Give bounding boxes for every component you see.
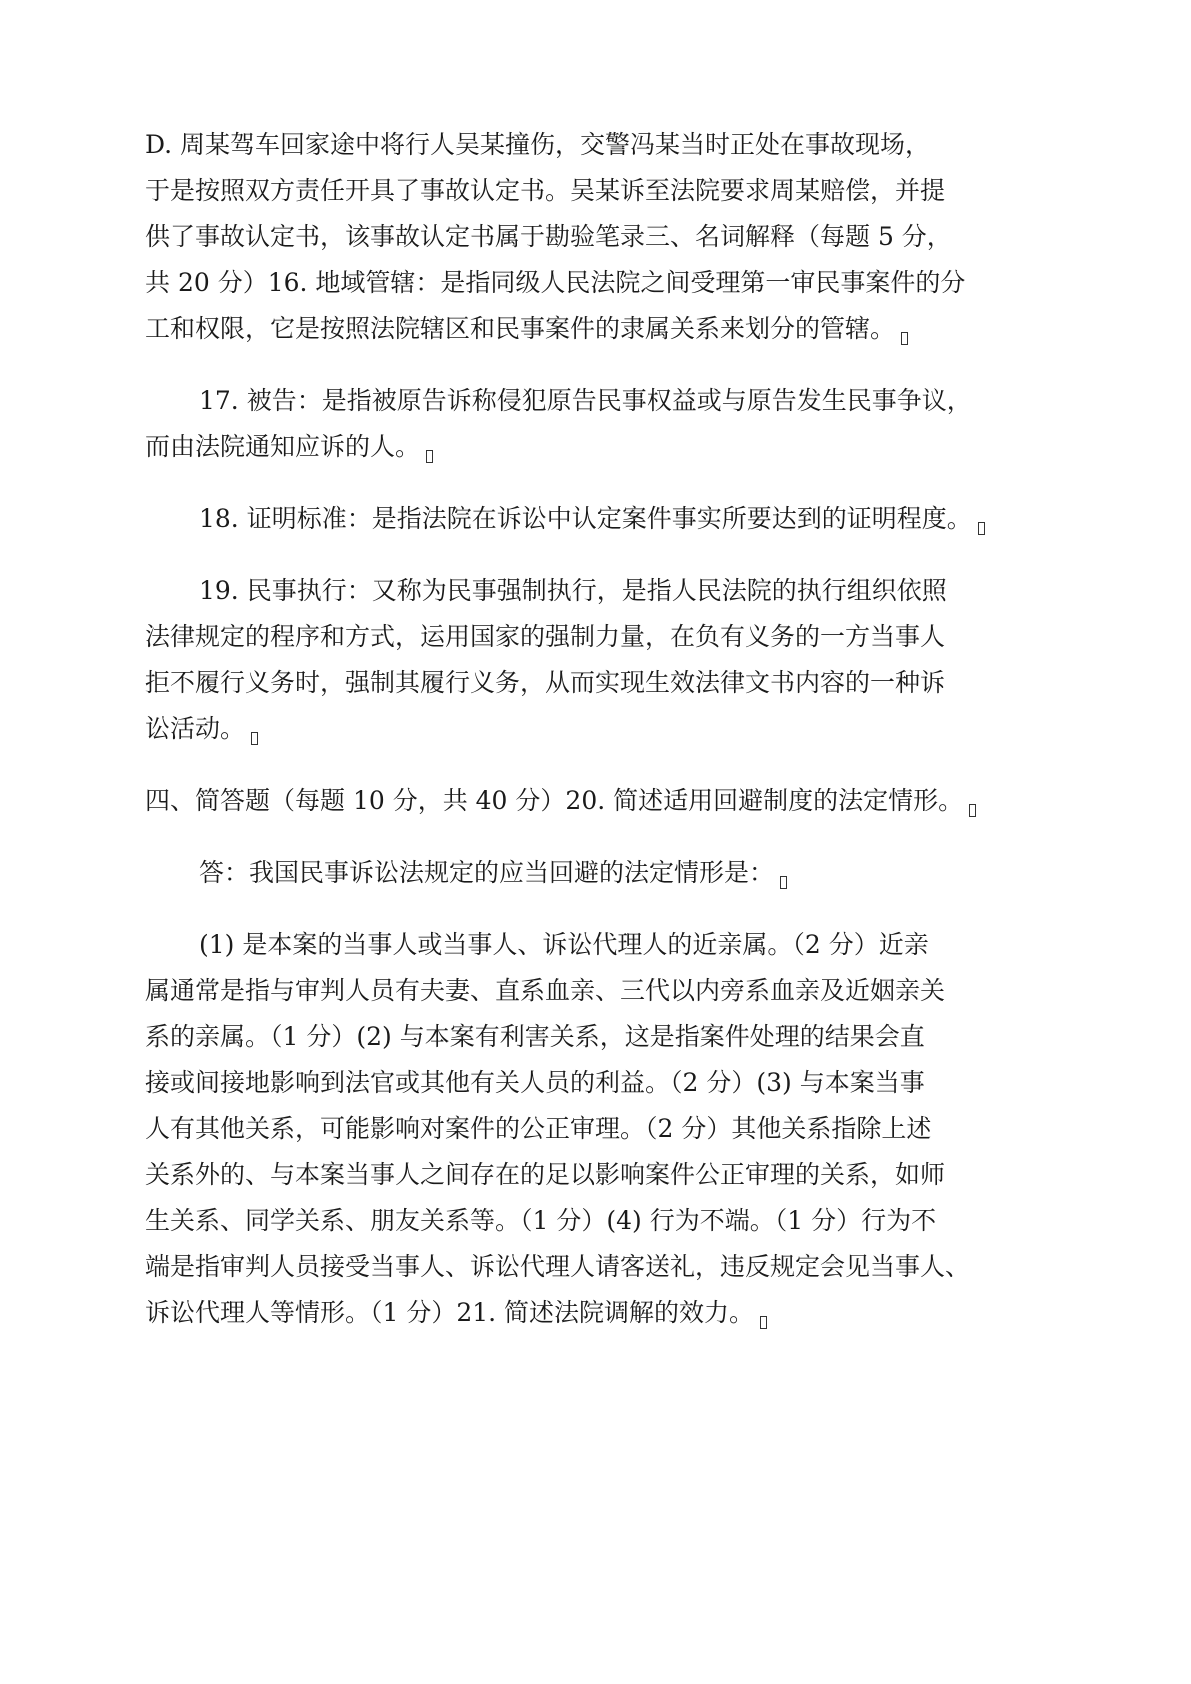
paragraph-answer-details <box>145 922 1065 1336</box>
text-line: 法律规定的程序和方式，运用国家的强制力量，在负有义务的一方当事人 <box>145 622 946 651</box>
text-line: 而由法院通知应诉的人。 <box>145 432 421 461</box>
paragraph-mark-icon <box>780 876 787 889</box>
text-line: 拒不履行义务时，强制其履行义务，从而实现生效法律文书内容的一种诉 <box>145 668 946 697</box>
text-line: 人有其他关系，可能影响对案件的公正审理。（2 分）其他关系指除上述 <box>145 1114 932 1143</box>
text-line: 接或间接地影响到法官或其他有关人员的利益。（2 分）(3) 与本案当事 <box>145 1068 925 1097</box>
paragraph-term-18 <box>145 496 1065 542</box>
document-body <box>145 122 1065 1362</box>
paragraph-case-d-and-term-16 <box>145 122 1065 352</box>
text-line: (1) 是本案的当事人或当事人、诉讼代理人的近亲属。（2 分）近亲 <box>199 930 929 959</box>
text-line-with-mark <box>145 1290 1065 1336</box>
text-line: 关系外的、与本案当事人之间存在的足以影响案件公正审理的关系，如师 <box>145 1160 946 1189</box>
text-line: D. 周某驾车回家途中将行人吴某撞伤，交警冯某当时正处在事故现场， <box>145 130 931 159</box>
paragraph-mark-icon <box>426 450 433 463</box>
paragraph-term-17 <box>145 378 1065 470</box>
text-line: 共 20 分）16. 地域管辖：是指同级人民法院之间受理第一审民事案件的分 <box>145 268 966 297</box>
text-line: 答：我国民事诉讼法规定的应当回避的法定情形是： <box>199 858 775 887</box>
text-line: 18. 证明标准：是指法院在诉讼中认定案件事实所要达到的证明程度。 <box>199 504 972 533</box>
text-line: 系的亲属。（1 分）(2) 与本案有利害关系，这是指案件处理的结果会直 <box>145 1022 925 1051</box>
paragraph-mark-icon <box>901 332 908 345</box>
paragraph-mark-icon <box>251 732 258 745</box>
paragraph-mark-icon <box>760 1316 767 1329</box>
text-line: 端是指审判人员接受当事人、诉讼代理人请客送礼，违反规定会见当事人、 <box>145 1252 971 1281</box>
paragraph-section-four-q20 <box>145 778 1065 824</box>
text-line: 属通常是指与审判人员有夫妻、直系血亲、三代以内旁系血亲及近姻亲关 <box>145 976 946 1005</box>
text-line: 工和权限，它是按照法院辖区和民事案件的隶属关系来划分的管辖。 <box>145 314 896 343</box>
text-line: 于是按照双方责任开具了事故认定书。吴某诉至法院要求周某赔偿，并提 <box>145 176 946 205</box>
text-line: 生关系、同学关系、朋友关系等。（1 分）(4) 行为不端。（1 分）行为不 <box>145 1206 937 1235</box>
paragraph-mark-icon <box>978 522 985 535</box>
text-line: 17. 被告：是指被原告诉称侵犯原告民事权益或与原告发生民事争议， <box>199 386 972 415</box>
text-line: 讼活动。 <box>145 714 246 743</box>
text-line: 诉讼代理人等情形。（1 分）21. 简述法院调解的效力。 <box>145 1298 755 1327</box>
text-line: 四、简答题（每题 10 分，共 40 分）20. 简述适用回避制度的法定情形。 <box>145 786 964 815</box>
text-line: 19. 民事执行：又称为民事强制执行，是指人民法院的执行组织依照 <box>199 576 947 605</box>
text-line-with-mark <box>145 778 1065 824</box>
paragraph-answer-intro <box>145 850 1065 896</box>
text-line-with-mark <box>145 850 1065 896</box>
paragraph-term-19 <box>145 568 1065 752</box>
text-line-with-mark <box>145 496 1065 542</box>
text-line: 供了事故认定书，该事故认定书属于勘验笔录三、名词解释（每题 5 分， <box>145 222 952 251</box>
paragraph-mark-icon <box>969 804 976 817</box>
text-line-with-mark <box>145 306 1065 352</box>
text-line-with-mark <box>145 706 1065 752</box>
text-line-with-mark <box>145 424 1065 470</box>
